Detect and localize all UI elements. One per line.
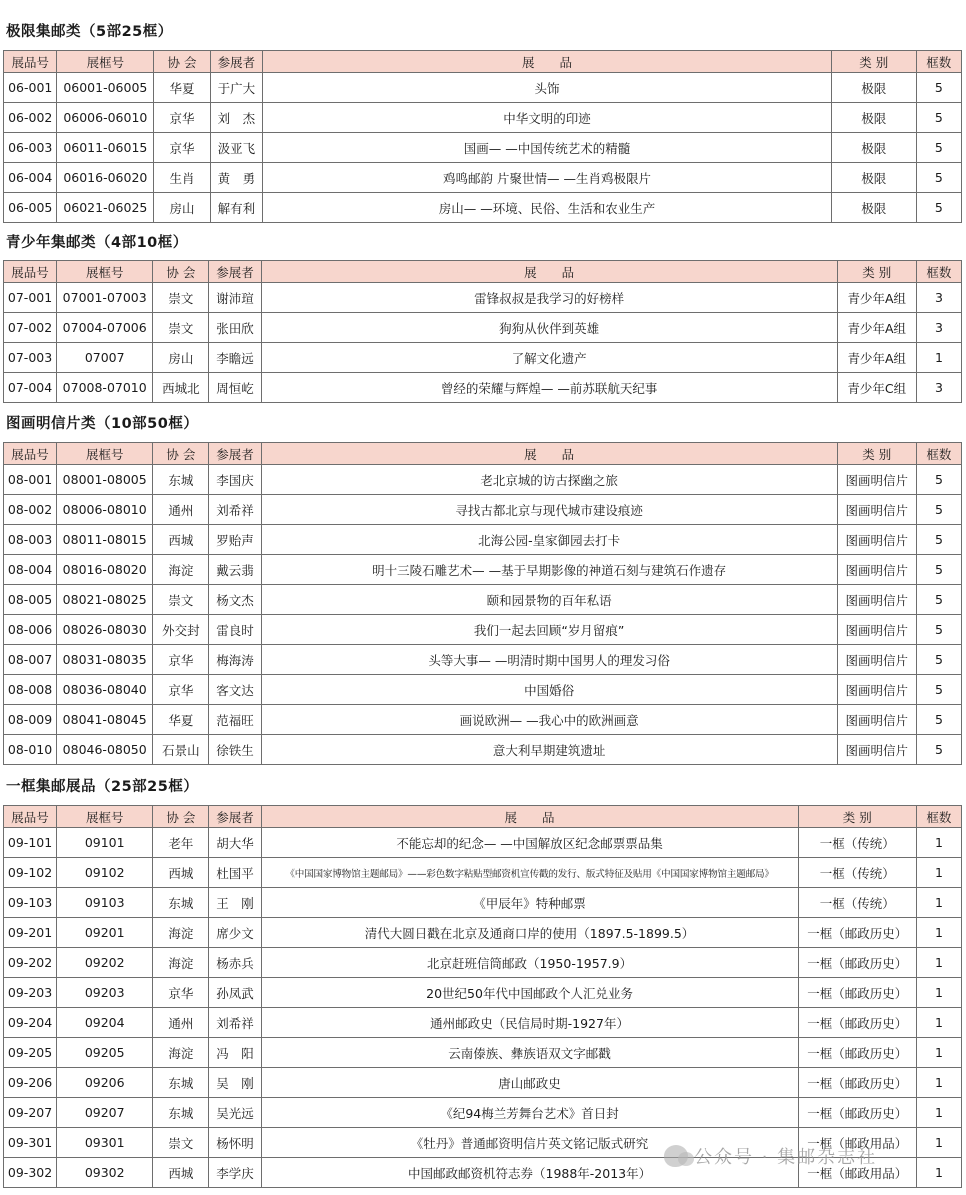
exhibit-title-cell: 画说欧洲— —我心中的欧洲画意 bbox=[261, 705, 837, 735]
exhibit-no-cell: 09-102 bbox=[4, 858, 57, 888]
exhibitor-cell: 吴光远 bbox=[209, 1098, 261, 1128]
header-exhibit-no: 展品号 bbox=[4, 261, 57, 283]
exhibit-title-cell: 国画— —中国传统艺术的精髓 bbox=[263, 133, 832, 163]
category-cell: 图画明信片 bbox=[837, 735, 916, 765]
association-cell: 海淀 bbox=[153, 1038, 209, 1068]
category-cell: 一框（传统） bbox=[798, 858, 916, 888]
exhibit-no-cell: 08-008 bbox=[4, 675, 57, 705]
association-cell: 海淀 bbox=[153, 918, 209, 948]
association-cell: 房山 bbox=[153, 343, 209, 373]
table-row bbox=[4, 675, 962, 705]
exhibitor-cell: 梅海涛 bbox=[209, 645, 261, 675]
association-cell: 海淀 bbox=[153, 555, 209, 585]
exhibit-no-cell: 06-001 bbox=[4, 73, 57, 103]
association-cell: 东城 bbox=[153, 1098, 209, 1128]
table-row bbox=[4, 705, 962, 735]
exhibit-title-cell: 寻找古都北京与现代城市建设痕迹 bbox=[261, 495, 837, 525]
table-row bbox=[4, 1098, 962, 1128]
header-exhibitor: 参展者 bbox=[210, 51, 262, 73]
association-cell: 京华 bbox=[153, 675, 209, 705]
frame-no-cell: 09103 bbox=[57, 888, 153, 918]
exhibit-title-cell: 头饰 bbox=[263, 73, 832, 103]
table-row bbox=[4, 313, 962, 343]
exhibit-no-cell: 07-004 bbox=[4, 373, 57, 403]
header-frame-count: 框数 bbox=[916, 443, 961, 465]
exhibit-no-cell: 08-005 bbox=[4, 585, 57, 615]
category-cell: 一框（传统） bbox=[798, 828, 916, 858]
association-cell: 京华 bbox=[154, 103, 210, 133]
category-cell: 一框（邮政历史） bbox=[798, 978, 916, 1008]
exhibitor-cell: 刘希祥 bbox=[209, 1008, 261, 1038]
exhibit-no-cell: 09-201 bbox=[4, 918, 57, 948]
exhibit-title-cell: 鸡鸣邮韵 片聚世情— —生肖鸡极限片 bbox=[263, 163, 832, 193]
table-youth bbox=[3, 260, 962, 403]
frame-no-cell: 09206 bbox=[57, 1068, 153, 1098]
frame-no-cell: 09202 bbox=[57, 948, 153, 978]
frame-count-cell: 1 bbox=[916, 1068, 961, 1098]
table-header-row bbox=[4, 261, 962, 283]
association-cell: 华夏 bbox=[153, 705, 209, 735]
exhibit-title-cell: 了解文化遗产 bbox=[261, 343, 837, 373]
association-cell: 西城 bbox=[153, 858, 209, 888]
header-association: 协 会 bbox=[154, 51, 210, 73]
header-category: 类 别 bbox=[837, 443, 916, 465]
table-row bbox=[4, 978, 962, 1008]
exhibit-title-cell: 房山— —环境、民俗、生活和农业生产 bbox=[263, 193, 832, 223]
exhibitor-cell: 张田欣 bbox=[209, 313, 261, 343]
table-row bbox=[4, 1008, 962, 1038]
exhibit-no-cell: 07-001 bbox=[4, 283, 57, 313]
category-cell: 青少年A组 bbox=[837, 313, 916, 343]
table-row bbox=[4, 828, 962, 858]
frame-no-cell: 09207 bbox=[57, 1098, 153, 1128]
exhibit-title-cell: 中华文明的印迹 bbox=[263, 103, 832, 133]
category-cell: 一框（邮政历史） bbox=[798, 1008, 916, 1038]
exhibit-title-cell: 《中国国家博物馆主题邮局》——彩色数字粘贴型邮资机宣传戳的发行、版式特征及贴用《中国国家博物馆主题邮局》 bbox=[261, 858, 798, 888]
frame-count-cell: 5 bbox=[916, 645, 961, 675]
frame-no-cell: 09201 bbox=[57, 918, 153, 948]
category-cell: 青少年A组 bbox=[837, 343, 916, 373]
header-frame-no: 展框号 bbox=[57, 443, 153, 465]
header-exhibit-no: 展品号 bbox=[4, 443, 57, 465]
exhibitor-cell: 孙凤武 bbox=[209, 978, 261, 1008]
frame-count-cell: 3 bbox=[916, 373, 961, 403]
frame-count-cell: 1 bbox=[916, 343, 961, 373]
header-association: 协 会 bbox=[153, 443, 209, 465]
exhibit-title-cell: 明十三陵石雕艺术— —基于早期影像的神道石刻与建筑石作遗存 bbox=[261, 555, 837, 585]
frame-no-cell: 08041-08045 bbox=[57, 705, 153, 735]
exhibit-title-cell: 北海公园-皇家御园去打卡 bbox=[261, 525, 837, 555]
association-cell: 通州 bbox=[153, 495, 209, 525]
exhibit-no-cell: 08-006 bbox=[4, 615, 57, 645]
frame-count-cell: 5 bbox=[916, 615, 961, 645]
frame-no-cell: 06016-06020 bbox=[57, 163, 154, 193]
exhibit-no-cell: 09-103 bbox=[4, 888, 57, 918]
table-row bbox=[4, 133, 962, 163]
section-title-youth: 青少年集邮类（4部10框） bbox=[6, 235, 188, 251]
exhibit-title-cell: 清代大圆日戳在北京及通商口岸的使用（1897.5-1899.5） bbox=[261, 918, 798, 948]
exhibit-no-cell: 09-204 bbox=[4, 1008, 57, 1038]
association-cell: 崇文 bbox=[153, 585, 209, 615]
category-cell: 图画明信片 bbox=[837, 465, 916, 495]
frame-count-cell: 3 bbox=[916, 313, 961, 343]
table-header-row bbox=[4, 51, 962, 73]
header-frame-no: 展框号 bbox=[57, 261, 153, 283]
exhibitor-cell: 范福旺 bbox=[209, 705, 261, 735]
frame-no-cell: 09205 bbox=[57, 1038, 153, 1068]
header-exhibitor: 参展者 bbox=[209, 443, 261, 465]
category-cell: 一框（邮政历史） bbox=[798, 918, 916, 948]
category-cell: 极限 bbox=[831, 73, 916, 103]
exhibit-title-cell: 狗狗从伙伴到英雄 bbox=[261, 313, 837, 343]
exhibit-title-cell: 中国邮政邮资机符志券（1988年-2013年） bbox=[261, 1158, 798, 1188]
frame-count-cell: 1 bbox=[916, 1008, 961, 1038]
exhibitor-cell: 于广大 bbox=[210, 73, 262, 103]
table-row bbox=[4, 1068, 962, 1098]
exhibit-no-cell: 09-203 bbox=[4, 978, 57, 1008]
association-cell: 西城 bbox=[153, 525, 209, 555]
frame-count-cell: 1 bbox=[916, 888, 961, 918]
frame-count-cell: 5 bbox=[916, 73, 961, 103]
association-cell: 崇文 bbox=[153, 1128, 209, 1158]
table-row bbox=[4, 645, 962, 675]
frame-count-cell: 1 bbox=[916, 1098, 961, 1128]
table-row bbox=[4, 373, 962, 403]
exhibitor-cell: 杨文杰 bbox=[209, 585, 261, 615]
exhibit-no-cell: 09-101 bbox=[4, 828, 57, 858]
exhibit-title-cell: 唐山邮政史 bbox=[261, 1068, 798, 1098]
frame-no-cell: 09301 bbox=[57, 1128, 153, 1158]
exhibitor-cell: 胡大华 bbox=[209, 828, 261, 858]
association-cell: 生肖 bbox=[154, 163, 210, 193]
exhibit-no-cell: 09-205 bbox=[4, 1038, 57, 1068]
category-cell: 一框（传统） bbox=[798, 888, 916, 918]
frame-count-cell: 1 bbox=[916, 918, 961, 948]
exhibit-no-cell: 08-007 bbox=[4, 645, 57, 675]
category-cell: 一框（邮政历史） bbox=[798, 1038, 916, 1068]
exhibit-no-cell: 09-207 bbox=[4, 1098, 57, 1128]
exhibit-title-cell: 中国婚俗 bbox=[261, 675, 837, 705]
header-frame-count: 框数 bbox=[916, 261, 961, 283]
header-exhibit-no: 展品号 bbox=[4, 806, 57, 828]
frame-no-cell: 08036-08040 bbox=[57, 675, 153, 705]
category-cell: 一框（邮政历史） bbox=[798, 1068, 916, 1098]
exhibit-title-cell: 不能忘却的纪念— —中国解放区纪念邮票票品集 bbox=[261, 828, 798, 858]
category-cell: 图画明信片 bbox=[837, 645, 916, 675]
exhibit-title-cell: 《纪94梅兰芳舞台艺术》首日封 bbox=[261, 1098, 798, 1128]
table-row bbox=[4, 283, 962, 313]
association-cell: 老年 bbox=[153, 828, 209, 858]
table-row bbox=[4, 1128, 962, 1158]
exhibit-no-cell: 09-206 bbox=[4, 1068, 57, 1098]
frame-count-cell: 1 bbox=[916, 1128, 961, 1158]
exhibit-title-cell: 北京赶班信筒邮政（1950-1957.9） bbox=[261, 948, 798, 978]
exhibit-no-cell: 09-202 bbox=[4, 948, 57, 978]
exhibitor-cell: 李学庆 bbox=[209, 1158, 261, 1188]
header-frame-count: 框数 bbox=[916, 51, 961, 73]
exhibit-no-cell: 08-004 bbox=[4, 555, 57, 585]
association-cell: 东城 bbox=[153, 888, 209, 918]
exhibit-title-cell: 我们一起去回顾“岁月留痕” bbox=[261, 615, 837, 645]
category-cell: 一框（邮政用品） bbox=[798, 1128, 916, 1158]
frame-count-cell: 5 bbox=[916, 133, 961, 163]
exhibitor-cell: 雷良时 bbox=[209, 615, 261, 645]
table-row bbox=[4, 888, 962, 918]
frame-count-cell: 1 bbox=[916, 858, 961, 888]
category-cell: 极限 bbox=[831, 103, 916, 133]
exhibitor-cell: 李国庆 bbox=[209, 465, 261, 495]
exhibitor-cell: 解有利 bbox=[210, 193, 262, 223]
header-exhibitor: 参展者 bbox=[209, 261, 261, 283]
watermark-text: 公众号 · 集邮杂志社 bbox=[694, 1147, 878, 1168]
exhibitor-cell: 黄 勇 bbox=[210, 163, 262, 193]
exhibitor-cell: 周恒屹 bbox=[209, 373, 261, 403]
frame-no-cell: 08011-08015 bbox=[57, 525, 153, 555]
frame-count-cell: 1 bbox=[916, 948, 961, 978]
exhibitor-cell: 客文达 bbox=[209, 675, 261, 705]
exhibit-title-cell: 《牡丹》普通邮资明信片英文铭记版式研究 bbox=[261, 1128, 798, 1158]
exhibit-title-cell: 雷锋叔叔是我学习的好榜样 bbox=[261, 283, 837, 313]
section-title-picture-postcard: 图画明信片类（10部50框） bbox=[6, 416, 199, 432]
header-frame-count: 框数 bbox=[916, 806, 961, 828]
exhibitor-cell: 谢沛瑄 bbox=[209, 283, 261, 313]
frame-no-cell: 08026-08030 bbox=[57, 615, 153, 645]
association-cell: 京华 bbox=[153, 645, 209, 675]
frame-no-cell: 08031-08035 bbox=[57, 645, 153, 675]
frame-no-cell: 07007 bbox=[57, 343, 153, 373]
exhibitor-cell: 罗贻声 bbox=[209, 525, 261, 555]
exhibitor-cell: 徐铁生 bbox=[209, 735, 261, 765]
frame-no-cell: 09204 bbox=[57, 1008, 153, 1038]
table-header-row bbox=[4, 806, 962, 828]
association-cell: 东城 bbox=[153, 465, 209, 495]
table-picture-postcard bbox=[3, 442, 962, 765]
exhibitor-cell: 王 刚 bbox=[209, 888, 261, 918]
table-row bbox=[4, 585, 962, 615]
association-cell: 崇文 bbox=[153, 283, 209, 313]
table-one-frame bbox=[3, 805, 962, 1188]
table-row bbox=[4, 1158, 962, 1188]
category-cell: 图画明信片 bbox=[837, 675, 916, 705]
category-cell: 青少年A组 bbox=[837, 283, 916, 313]
header-category: 类 别 bbox=[837, 261, 916, 283]
frame-count-cell: 5 bbox=[916, 163, 961, 193]
category-cell: 极限 bbox=[831, 133, 916, 163]
header-exhibit: 展 品 bbox=[261, 261, 837, 283]
exhibit-title-cell: 颐和园景物的百年私语 bbox=[261, 585, 837, 615]
table-row bbox=[4, 735, 962, 765]
exhibitor-cell: 汲亚飞 bbox=[210, 133, 262, 163]
table-row bbox=[4, 73, 962, 103]
frame-count-cell: 3 bbox=[916, 283, 961, 313]
table-row bbox=[4, 193, 962, 223]
frame-no-cell: 09101 bbox=[57, 828, 153, 858]
header-exhibit: 展 品 bbox=[261, 443, 837, 465]
table-row bbox=[4, 555, 962, 585]
exhibit-no-cell: 09-301 bbox=[4, 1128, 57, 1158]
table-row bbox=[4, 103, 962, 133]
table-row bbox=[4, 918, 962, 948]
category-cell: 图画明信片 bbox=[837, 585, 916, 615]
exhibit-title-cell: 通州邮政史（民信局时期-1927年） bbox=[261, 1008, 798, 1038]
association-cell: 京华 bbox=[154, 133, 210, 163]
association-cell: 京华 bbox=[153, 978, 209, 1008]
association-cell: 石景山 bbox=[153, 735, 209, 765]
category-cell: 一框（邮政历史） bbox=[798, 1098, 916, 1128]
table-row bbox=[4, 465, 962, 495]
category-cell: 图画明信片 bbox=[837, 555, 916, 585]
exhibitor-cell: 席少文 bbox=[209, 918, 261, 948]
exhibit-title-cell: 《甲辰年》特种邮票 bbox=[261, 888, 798, 918]
frame-no-cell: 06006-06010 bbox=[57, 103, 154, 133]
frame-no-cell: 06021-06025 bbox=[57, 193, 154, 223]
exhibit-no-cell: 08-010 bbox=[4, 735, 57, 765]
frame-no-cell: 07008-07010 bbox=[57, 373, 153, 403]
frame-count-cell: 5 bbox=[916, 193, 961, 223]
exhibit-no-cell: 08-003 bbox=[4, 525, 57, 555]
association-cell: 通州 bbox=[153, 1008, 209, 1038]
frame-count-cell: 5 bbox=[916, 495, 961, 525]
exhibitor-cell: 杨赤兵 bbox=[209, 948, 261, 978]
exhibitor-cell: 刘希祥 bbox=[209, 495, 261, 525]
frame-no-cell: 06001-06005 bbox=[57, 73, 154, 103]
frame-count-cell: 5 bbox=[916, 675, 961, 705]
exhibit-no-cell: 06-003 bbox=[4, 133, 57, 163]
association-cell: 西城北 bbox=[153, 373, 209, 403]
frame-count-cell: 5 bbox=[916, 103, 961, 133]
exhibitor-cell: 杜国平 bbox=[209, 858, 261, 888]
category-cell: 一框（邮政历史） bbox=[798, 948, 916, 978]
exhibit-title-cell: 云南傣族、彝族语双文字邮戳 bbox=[261, 1038, 798, 1068]
frame-no-cell: 08021-08025 bbox=[57, 585, 153, 615]
frame-no-cell: 06011-06015 bbox=[57, 133, 154, 163]
frame-no-cell: 08046-08050 bbox=[57, 735, 153, 765]
table-header-row bbox=[4, 443, 962, 465]
exhibitor-cell: 刘 杰 bbox=[210, 103, 262, 133]
frame-count-cell: 1 bbox=[916, 828, 961, 858]
header-category: 类 别 bbox=[798, 806, 916, 828]
exhibit-title-cell: 曾经的荣耀与辉煌— —前苏联航天纪事 bbox=[261, 373, 837, 403]
header-exhibit: 展 品 bbox=[261, 806, 798, 828]
section-title-maximaphily: 极限集邮类（5部25框） bbox=[6, 24, 173, 40]
category-cell: 青少年C组 bbox=[837, 373, 916, 403]
frame-no-cell: 08006-08010 bbox=[57, 495, 153, 525]
exhibitor-cell: 冯 阳 bbox=[209, 1038, 261, 1068]
header-association: 协 会 bbox=[153, 806, 209, 828]
table-row bbox=[4, 343, 962, 373]
category-cell: 图画明信片 bbox=[837, 495, 916, 525]
category-cell: 图画明信片 bbox=[837, 705, 916, 735]
frame-no-cell: 09102 bbox=[57, 858, 153, 888]
exhibit-no-cell: 06-004 bbox=[4, 163, 57, 193]
exhibit-no-cell: 06-005 bbox=[4, 193, 57, 223]
category-cell: 极限 bbox=[831, 163, 916, 193]
table-row bbox=[4, 615, 962, 645]
table-row bbox=[4, 858, 962, 888]
exhibit-title-cell: 意大利早期建筑遗址 bbox=[261, 735, 837, 765]
frame-count-cell: 5 bbox=[916, 705, 961, 735]
exhibit-no-cell: 07-003 bbox=[4, 343, 57, 373]
exhibit-title-cell: 老北京城的访古探幽之旅 bbox=[261, 465, 837, 495]
association-cell: 华夏 bbox=[154, 73, 210, 103]
category-cell: 一框（邮政用品） bbox=[798, 1158, 916, 1188]
frame-no-cell: 09203 bbox=[57, 978, 153, 1008]
frame-no-cell: 09302 bbox=[57, 1158, 153, 1188]
association-cell: 东城 bbox=[153, 1068, 209, 1098]
table-row bbox=[4, 495, 962, 525]
header-exhibit-no: 展品号 bbox=[4, 51, 57, 73]
association-cell: 西城 bbox=[153, 1158, 209, 1188]
category-cell: 极限 bbox=[831, 193, 916, 223]
header-exhibitor: 参展者 bbox=[209, 806, 261, 828]
table-row bbox=[4, 948, 962, 978]
frame-no-cell: 08001-08005 bbox=[57, 465, 153, 495]
exhibitor-cell: 戴云翡 bbox=[209, 555, 261, 585]
exhibitor-cell: 李瞻远 bbox=[209, 343, 261, 373]
exhibit-no-cell: 08-002 bbox=[4, 495, 57, 525]
association-cell: 海淀 bbox=[153, 948, 209, 978]
frame-count-cell: 1 bbox=[916, 1158, 961, 1188]
association-cell: 崇文 bbox=[153, 313, 209, 343]
association-cell: 房山 bbox=[154, 193, 210, 223]
frame-count-cell: 5 bbox=[916, 735, 961, 765]
header-frame-no: 展框号 bbox=[57, 806, 153, 828]
exhibit-no-cell: 08-009 bbox=[4, 705, 57, 735]
exhibitor-cell: 杨怀明 bbox=[209, 1128, 261, 1158]
table-maximaphily bbox=[3, 50, 962, 223]
exhibit-no-cell: 09-302 bbox=[4, 1158, 57, 1188]
association-cell: 外交封 bbox=[153, 615, 209, 645]
table-row bbox=[4, 1038, 962, 1068]
frame-no-cell: 07001-07003 bbox=[57, 283, 153, 313]
category-cell: 图画明信片 bbox=[837, 615, 916, 645]
table-row bbox=[4, 163, 962, 193]
header-frame-no: 展框号 bbox=[57, 51, 154, 73]
exhibitor-cell: 吴 刚 bbox=[209, 1068, 261, 1098]
exhibit-title-cell: 头等大事— —明清时期中国男人的理发习俗 bbox=[261, 645, 837, 675]
exhibit-no-cell: 06-002 bbox=[4, 103, 57, 133]
frame-no-cell: 08016-08020 bbox=[57, 555, 153, 585]
frame-count-cell: 5 bbox=[916, 525, 961, 555]
category-cell: 图画明信片 bbox=[837, 525, 916, 555]
frame-no-cell: 07004-07006 bbox=[57, 313, 153, 343]
exhibit-no-cell: 07-002 bbox=[4, 313, 57, 343]
frame-count-cell: 5 bbox=[916, 585, 961, 615]
exhibit-no-cell: 08-001 bbox=[4, 465, 57, 495]
table-row bbox=[4, 525, 962, 555]
frame-count-cell: 5 bbox=[916, 465, 961, 495]
header-exhibit: 展 品 bbox=[263, 51, 832, 73]
frame-count-cell: 5 bbox=[916, 555, 961, 585]
header-category: 类 别 bbox=[831, 51, 916, 73]
section-title-one-frame: 一框集邮展品（25部25框） bbox=[6, 779, 199, 795]
exhibit-title-cell: 20世纪50年代中国邮政个人汇兑业务 bbox=[261, 978, 798, 1008]
frame-count-cell: 1 bbox=[916, 978, 961, 1008]
header-association: 协 会 bbox=[153, 261, 209, 283]
frame-count-cell: 1 bbox=[916, 1038, 961, 1068]
